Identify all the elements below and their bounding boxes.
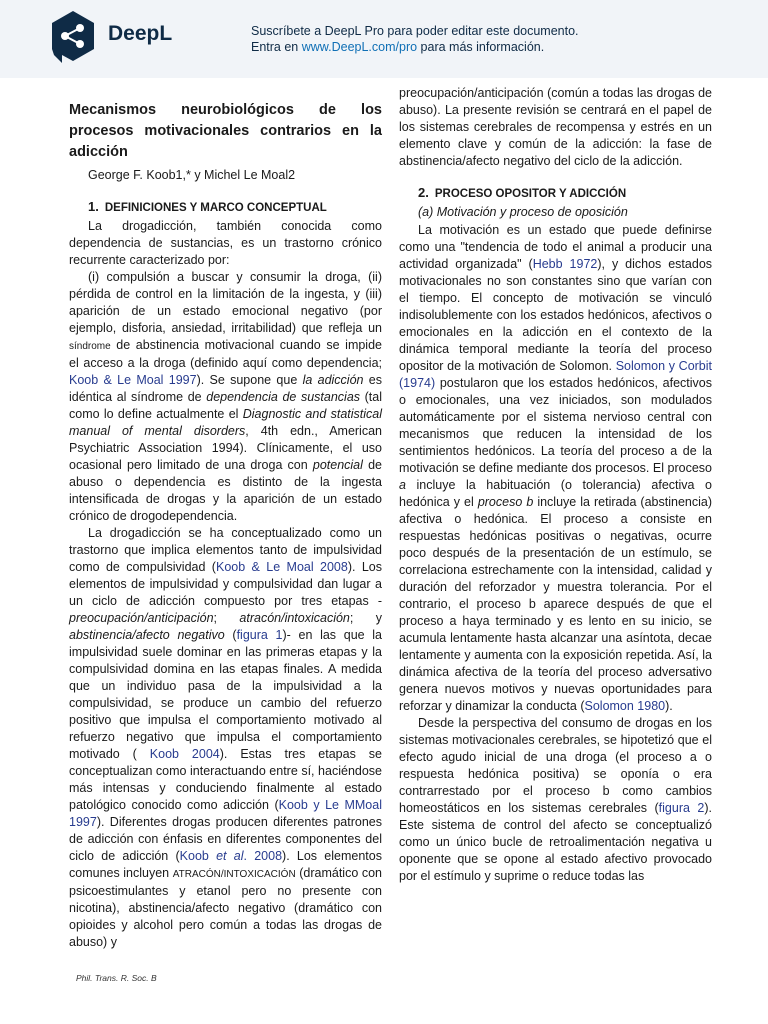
section-2a-subheading: (a) Motivación y proceso de oposición bbox=[418, 205, 628, 219]
banner-line-2-post: para más información. bbox=[417, 40, 545, 54]
section-2-paragraph-2: Desde la perspectiva del consumo de drogas en los sistemas motivacionales cerebrales, se hipotetizó que el efecto agudo inicial de una droga (el proceso a o respuesta hedónica positiva) se oponía o era contrarrestado por el proceso b como cambios homeostáticos en los sistemas cerebrales (figura 2). Este sistema de control del afecto se conceptualizó como un único bucle de retroalimentación negativa u oponente que se opone al estado afectivo provocado por el estímulo y suprime o reduce todas las bbox=[399, 716, 713, 883]
deepl-logo-icon bbox=[48, 9, 98, 65]
article-authors: George F. Koob1,* y Michel Le Moal2 bbox=[88, 168, 296, 182]
right-column bbox=[399, 85, 712, 885]
section-1-title: DEFINICIONES Y MARCO CONCEPTUAL bbox=[104, 202, 327, 214]
banner-line-2 bbox=[251, 39, 579, 55]
ref-koob-et-al-2008[interactable]: Koob et al. 2008 bbox=[179, 849, 283, 863]
banner-line-2-pre: Entra en bbox=[251, 40, 302, 54]
section-1-number: 1. bbox=[88, 199, 99, 214]
section-1-paragraph-1: La drogadicción, también conocida como dependencia de sustancias, es un trastorno crónico recurrente caracterizado por: bbox=[69, 219, 382, 267]
banner-line-1: Suscríbete a DeepL Pro para poder editar este documento. bbox=[251, 24, 579, 38]
banner-message bbox=[251, 23, 579, 55]
deepl-banner bbox=[0, 0, 768, 78]
section-2-title: PROCESO OPOSITOR Y ADICCIÓN bbox=[434, 188, 627, 200]
section-2-number: 2. bbox=[418, 185, 429, 200]
ref-figure-2[interactable]: figura 2 bbox=[658, 801, 705, 815]
journal-footer: Phil. Trans. R. Soc. B bbox=[76, 973, 157, 983]
section-2-heading bbox=[418, 184, 712, 203]
left-column bbox=[69, 100, 382, 951]
section-1-paragraph-2: (i) compulsión a buscar y consumir la droga, (ii) pérdida de control en la limitación de la ingesta, y (iii) aparición de un estado emocional negativo (por ejemplo, disforia, ansiedad, irritabilidad) que refleja un síndrome de abstinencia motivacional cuando se impide el acceso a la droga (definido aquí como dependencia; Koob & Le Moal 1997). Se supone que la adicción es idéntica al síndrome de dependencia de sustancias (tal como lo define actualmente el Diagnostic and statistical manual of mental disorders, 4th edn., American Psychiatric Association 1994). Clínicamente, el uso ocasional pero limitado de una droga con potencial de abuso o dependencia es distinto de la ingesta intensificada de drogas y la aparición de un estado crónico de drogodependencia. bbox=[69, 270, 382, 523]
deepl-pro-link[interactable]: www.DeepL.com/pro bbox=[301, 40, 418, 54]
article-title: Mecanismos neurobiológicos de los procesos motivacionales contrarios en la adicción bbox=[69, 102, 382, 160]
ref-koob-2008[interactable]: Koob & Le Moal 2008 bbox=[215, 560, 348, 574]
ref-koob-2004[interactable]: Koob 2004 bbox=[149, 747, 220, 761]
brand-name: DeepL bbox=[108, 22, 173, 45]
ref-koob-1997[interactable]: Koob & Le Moal 1997 bbox=[69, 373, 197, 387]
ref-figure-1[interactable]: figura 1 bbox=[236, 628, 283, 642]
section-1-paragraph-3: La drogadicción se ha conceptualizado como un trastorno que implica elementos tanto de impulsividad como de compulsividad (Koob & Le Moal 2008). Los elementos de impulsividad y compulsividad dan lugar a un ciclo de adicción compuesto por tres etapas -preocupación/anticipación; atracón/intoxicación; y abstinencia/afecto negativo (figura 1)- en las que la impulsividad suele dominar en las primeras etapas y la compulsividad domina en las etapas finales. A medida que un individuo pasa de la impulsividad a la compulsividad, se produce un cambio del refuerzo positivo que impulsa el comportamiento motivado al refuerzo negativo que impulsa el comportamiento motivado ( Koob 2004). Estas tres etapas se conceptualizan como interactuando entre sí, haciéndose más intensas y conduciendo finalmente al estado patológico conocido como adicción (Koob y Le MMoal 1997). Diferentes drogas producen diferentes patrones de adicción con énfasis en diferentes componentes del ciclo de adicción (Koob et al. 2008). Los elementos comunes incluyen ATRACÓN/INTOXICACIÓN (dramático con psicoestimulantes y etanol pero no presente con nicotina), abstinencia/afecto negativo (dramático con opioides y alcohol pero común a todas las drogas de abuso) y bbox=[69, 526, 383, 949]
ref-solomon-corbit-1974[interactable]: Solomon y Corbit (1974) bbox=[399, 359, 713, 390]
ref-koob-mmoal-1997[interactable]: Koob y Le MMoal 1997 bbox=[69, 798, 382, 829]
right-intro-paragraph: preocupación/anticipación (común a todas las drogas de abuso). La presente revisión se centrará en el papel de los sistemas cerebrales de recompensa y estrés en un elemento clave y común de la adicción: la fase de abstinencia/afecto negativo del ciclo de la adicción. bbox=[399, 86, 712, 168]
ref-solomon-1980[interactable]: Solomon 1980 bbox=[584, 699, 666, 713]
section-1-heading bbox=[88, 198, 382, 217]
ref-hebb-1972[interactable]: Hebb 1972 bbox=[532, 257, 598, 271]
section-2-paragraph-1: La motivación es un estado que puede definirse como una "tendencia de todo el animal a producir una actividad organizada" (Hebb 1972), y dichos estados motivacionales no son constantes sino que varían con el tiempo. El concepto de motivación se vinculó indisolublemente con los estados hedónicos, afectivos o emocionales en la adicción en el contexto de la dinámica temporal mediante la teoría del proceso opositor de la motivación de Solomon. Solomon y Corbit (1974) postularon que los estados hedónicos, afectivos o emocionales, una vez iniciados, son modulados automáticamente por el sistema nervioso central con mecanismos que reducen la intensidad de los sentimientos hedónicos. La teoría del proceso a de la motivación se define mediante dos procesos. El proceso a incluye la habituación (o tolerancia) afectiva o hedónica y el proceso b incluye la retirada (abstinencia) afectiva o hedónica. El proceso a consiste en respuestas hedónicas positivas o negativas, ocurre poco después de la presentación de un estímulo, se correlaciona estrechamente con la intensidad, calidad y duración del reforzador y muestra tolerancia. Por el contrario, el proceso b aparece después de que el proceso a haya terminado y es lento en su inicio, se acumula lentamente hasta alcanzar una asíntota, decae lentamente y aumenta con la exposición repetida. Así, la dinámica afectiva de la teoría del proceso adversativo genera nuevos motivos y nuevas oportunidades para reforzar y dinamizar la conducta (Solomon 1980). bbox=[399, 223, 713, 713]
